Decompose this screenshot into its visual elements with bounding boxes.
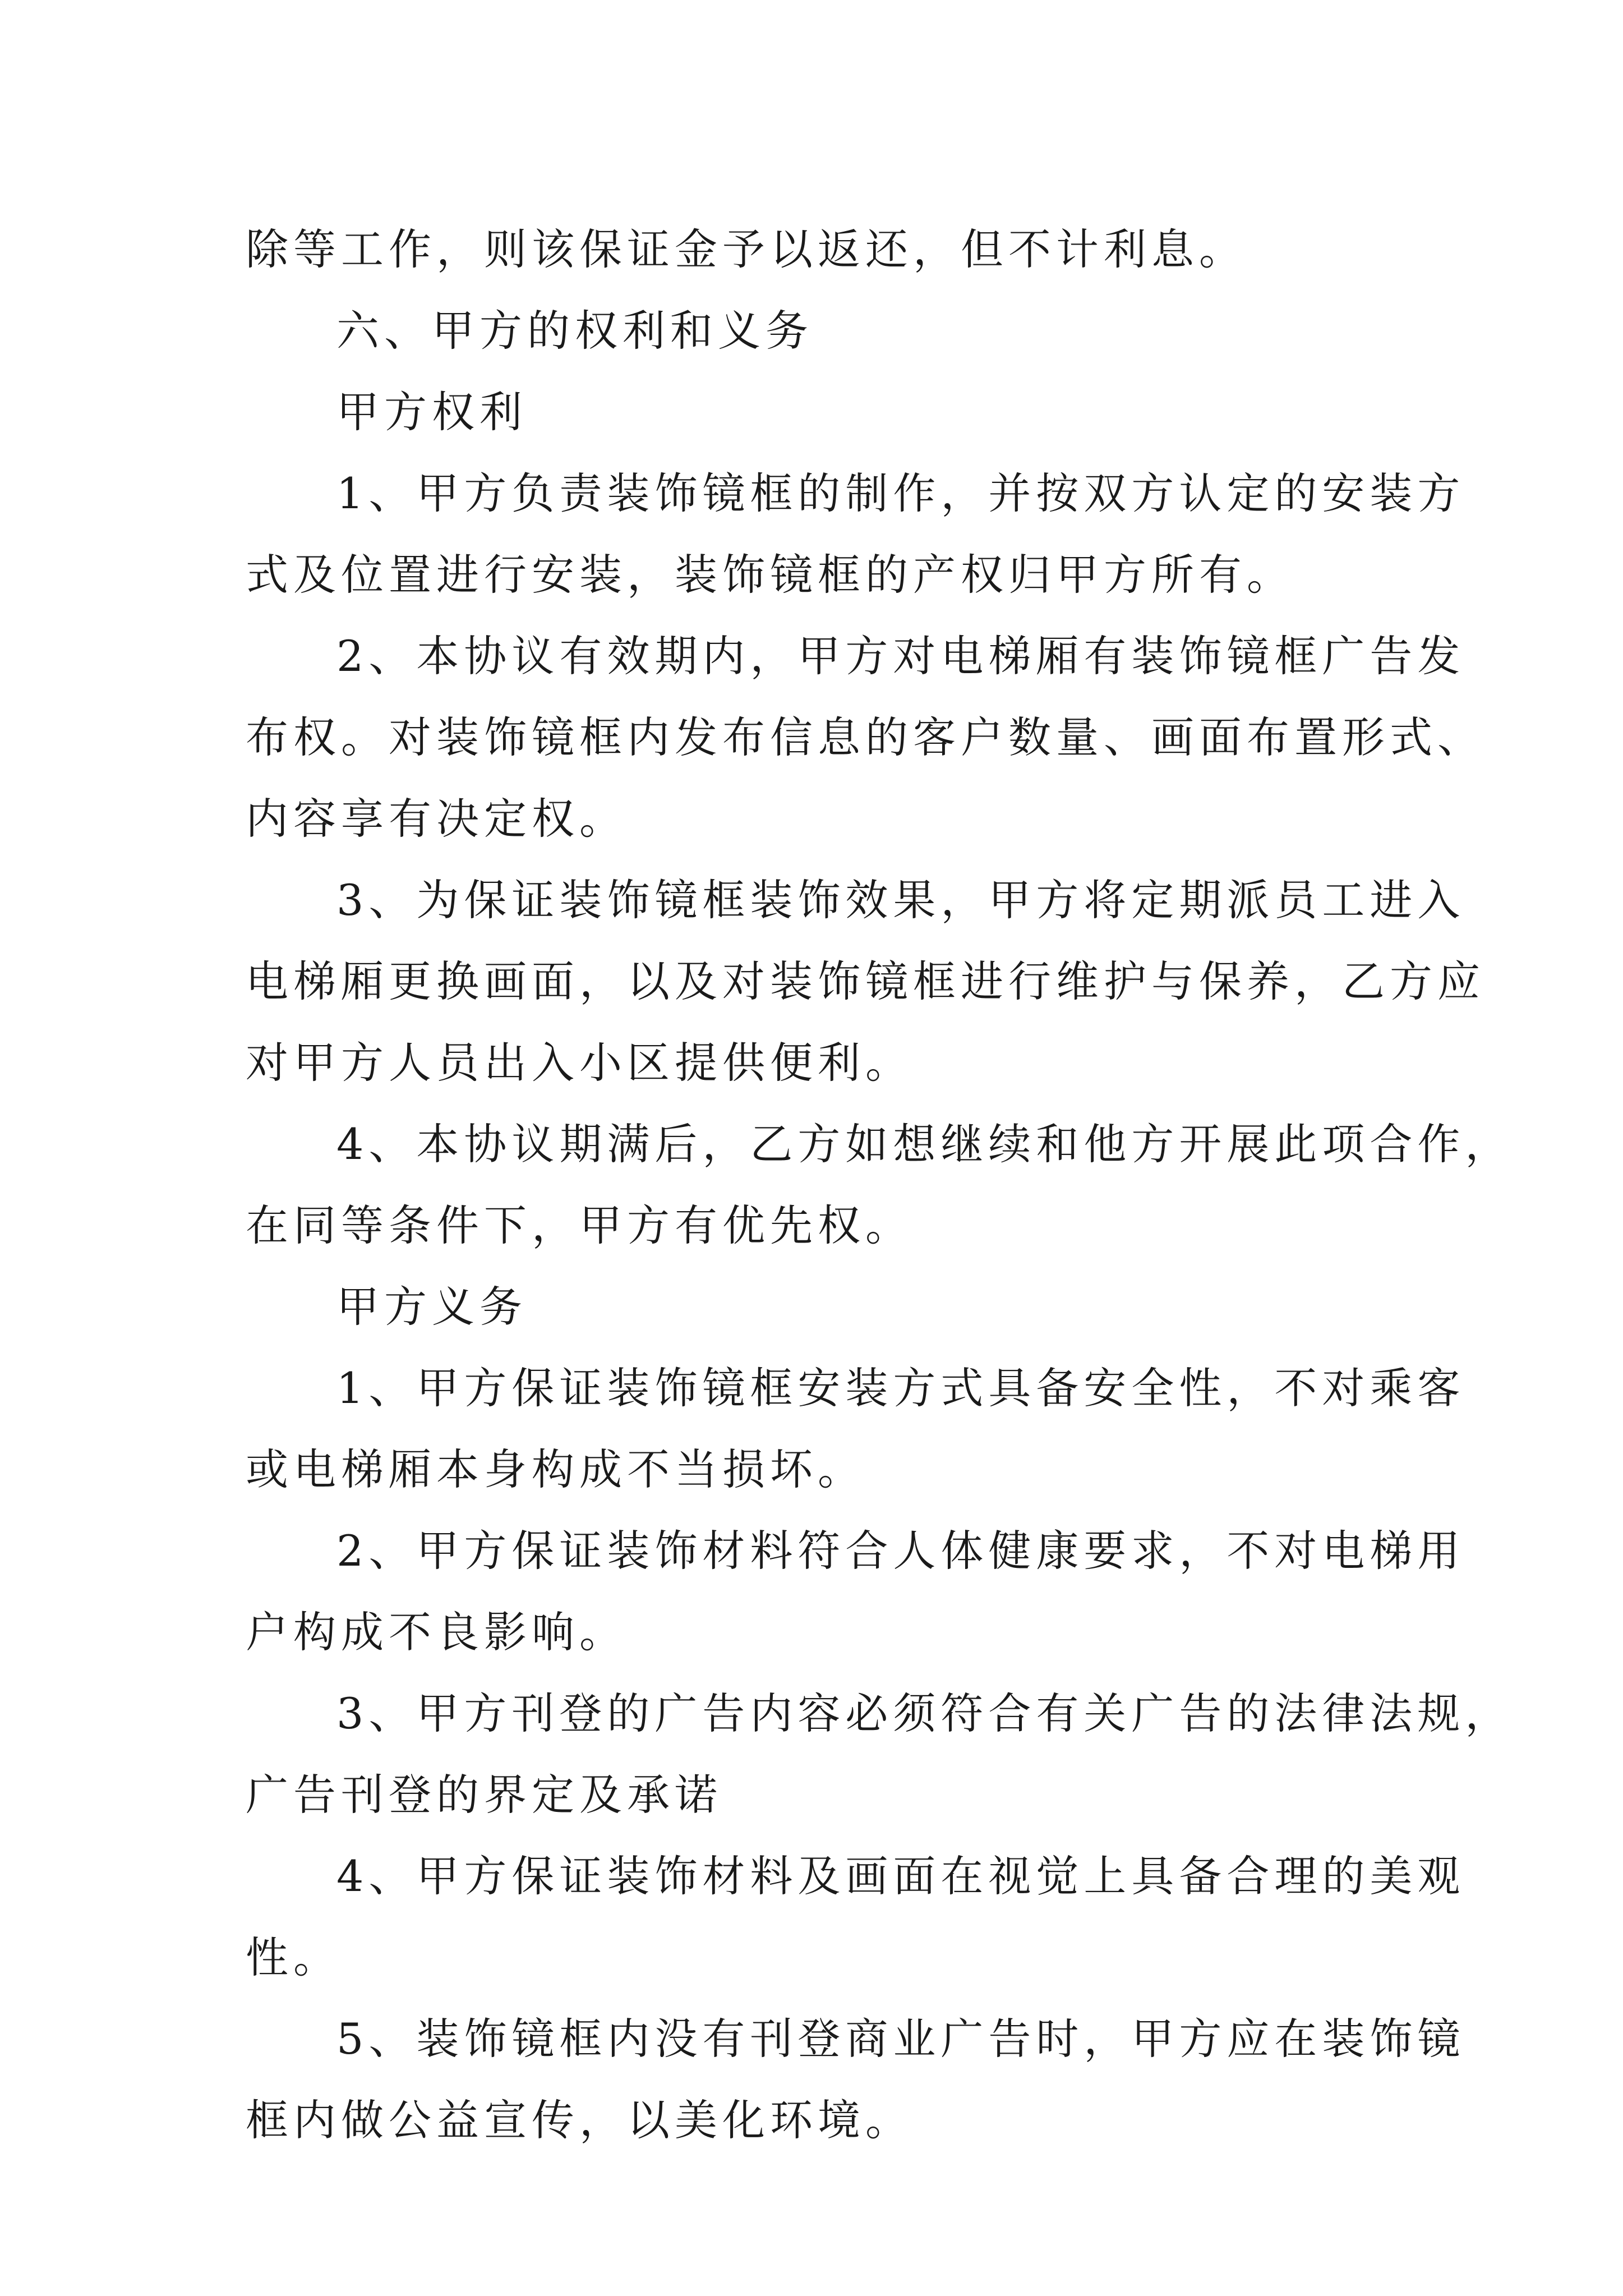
- obligations-item-1-line-2: 或电梯厢本身构成不当损坏。: [246, 1444, 865, 1494]
- obligations-item-1-line-1: 1、甲方保证装饰镜框安装方式具备安全性，不对乘客: [336, 1363, 1465, 1413]
- rights-item-2-line-3: 内容享有决定权。: [246, 794, 627, 844]
- rights-item-2-line-1: 2、本协议有效期内，甲方对电梯厢有装饰镜框广告发: [336, 631, 1465, 681]
- rights-item-4-line-2: 在同等条件下，甲方有优先权。: [246, 1200, 913, 1250]
- obligations-item-3-line-1: 3、甲方刊登的广告内容必须符合有关广告的法律法规，: [336, 1688, 1513, 1738]
- rights-item-1-line-2: 式及位置进行安装，装饰镜框的产权归甲方所有。: [246, 550, 1294, 600]
- obligations-item-5-line-1: 5、装饰镜框内没有刊登商业广告时，甲方应在装饰镜: [336, 2014, 1465, 2064]
- section-heading-party-a-rights-obligations: 六、甲方的权利和义务: [336, 306, 813, 356]
- obligations-item-3-line-2: 广告刊登的界定及承诺: [246, 1770, 722, 1820]
- obligations-item-5-line-2: 框内做公益宣传，以美化环境。: [246, 2095, 913, 2145]
- subheading-party-a-rights: 甲方权利: [336, 387, 527, 437]
- rights-item-3-line-2: 电梯厢更换画面，以及对装饰镜框进行维护与保养，乙方应: [246, 956, 1485, 1006]
- obligations-item-2-line-1: 2、甲方保证装饰材料符合人体健康要求，不对电梯用: [336, 1526, 1465, 1576]
- rights-item-4-line-1: 4、本协议期满后，乙方如想继续和他方开展此项合作，: [336, 1119, 1513, 1169]
- rights-item-3-line-3: 对甲方人员出入小区提供便利。: [246, 1038, 913, 1088]
- subheading-party-a-obligations: 甲方义务: [336, 1282, 527, 1332]
- text-line-continuation: 除等工作，则该保证金予以返还，但不计利息。: [246, 224, 1247, 274]
- rights-item-1-line-1: 1、甲方负责装饰镜框的制作，并按双方认定的安装方: [336, 468, 1465, 518]
- obligations-item-4-line-1: 4、甲方保证装饰材料及画面在视觉上具备合理的美观: [336, 1851, 1465, 1901]
- rights-item-2-line-2: 布权。对装饰镜框内发布信息的客户数量、画面布置形式、: [246, 712, 1485, 762]
- document-body: [246, 209, 1513, 2161]
- obligations-item-4-line-2: 性。: [246, 1932, 341, 1982]
- rights-item-3-line-1: 3、为保证装饰镜框装饰效果，甲方将定期派员工进入: [336, 875, 1465, 925]
- obligations-item-2-line-2: 户构成不良影响。: [246, 1607, 627, 1657]
